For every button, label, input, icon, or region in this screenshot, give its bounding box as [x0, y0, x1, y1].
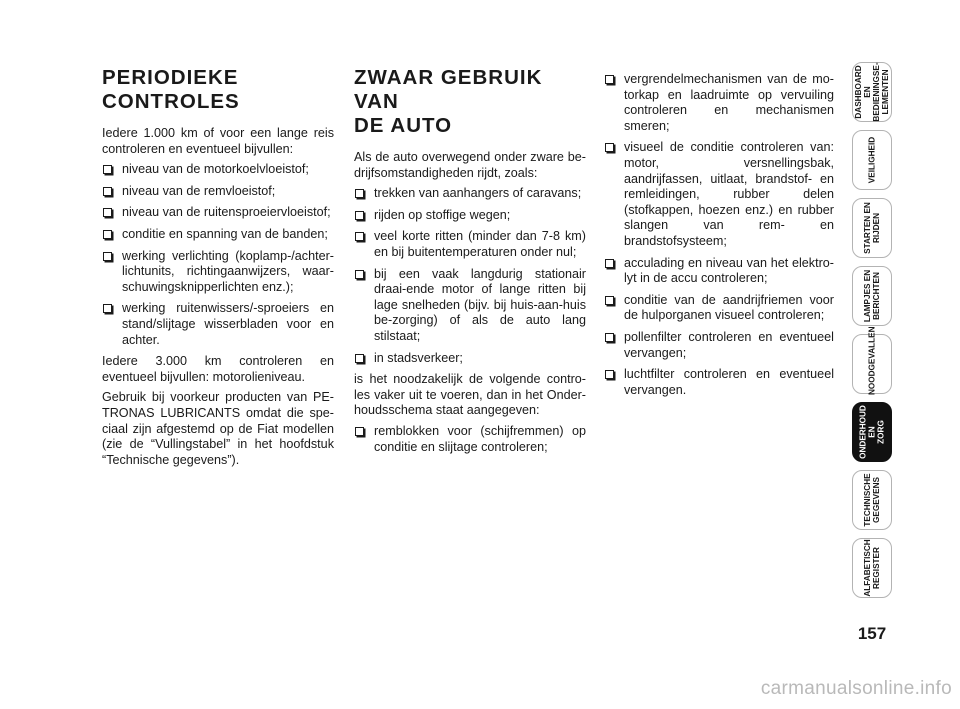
list-item: remblokken voor (schijfremmen) op conditie en slijtage controleren; — [354, 424, 586, 455]
list-item: visueel de conditie controleren van: motor, versnellingsbak, aandrijfassen, uitlaat, brandstof- en remleidingen, rubber delen (stofkappen, hoezen enz.) en rubber slangen van rem- en brandstofsysteem; — [604, 140, 834, 249]
list-item: pollenfilter controleren en eventueel vervangen; — [604, 330, 834, 361]
section-heading-zwaar-gebruik: ZWAAR GEBRUIK VAN DE AUTO — [354, 66, 543, 137]
tab-veiligheid[interactable]: VEILIGHEID — [852, 130, 892, 190]
list-item: trekken van aanhangers of caravans; — [354, 186, 586, 202]
list-item: luchtfilter controleren en eventueel vervangen. — [604, 367, 834, 398]
list-item: veel korte ritten (minder dan 7-8 km) en bij buitentemperaturen onder nul; — [354, 229, 586, 260]
list-item: acculading en niveau van het elektro-lyt in de accu controleren; — [604, 256, 834, 287]
tab-starten-en-rijden[interactable]: STARTEN EN RIJDEN — [852, 198, 892, 258]
checkbox-bullet-icon — [605, 75, 614, 84]
checkbox-bullet-icon — [605, 143, 614, 152]
list-item: vergrendelmechanismen van de mo-torkap en laadruimte op vervuiling controleren en mechanismen smeren; — [604, 72, 834, 134]
paragraph-3000km: Iedere 3.000 km controleren en eventueel bijvullen: motorolieniveau. — [102, 354, 334, 384]
list-item: rijden op stoffige wegen; — [354, 208, 586, 224]
checkbox-bullet-icon — [103, 208, 112, 217]
checkbox-bullet-icon — [103, 187, 112, 196]
list-item: werking verlichting (koplamp-/achter-lichtunits, richtingaanwijzers, waar-schuwingsknipperlichten enz.); — [102, 249, 334, 296]
tab-lampjes-en-berichten[interactable]: LAMPJES EN BERICHTEN — [852, 266, 892, 326]
list-item: conditie van de aandrijfriemen voor de hulporganen visueel controleren; — [604, 293, 834, 324]
checkbox-bullet-icon — [103, 230, 112, 239]
section-heading-periodieke-controles: PERIODIEKE CONTROLES — [102, 66, 240, 113]
tab-alfabetisch-register[interactable]: ALFABETISCH REGISTER — [852, 538, 892, 598]
tab-noodgevallen[interactable]: NOODGEVALLEN — [852, 334, 892, 394]
check-list-3 — [604, 72, 834, 398]
intro-paragraph: Als de auto overwegend onder zware be-drijfsomstandigheden rijdt, zoals: — [354, 150, 586, 180]
list-item: conditie en spanning van de banden; — [102, 227, 334, 243]
tab-onderhoud-en-zorg[interactable]: ONDERHOUD EN ZORG — [852, 402, 892, 462]
watermark-text: carmanualsonline.info — [760, 678, 952, 699]
list-item: niveau van de ruitensproeiervloeistof; — [102, 205, 334, 221]
column-zwaar-gebruik — [354, 66, 586, 461]
paragraph-controles: is het noodzakelijk de volgende contro-les vaker uit te voeren, dan in het Onder-houdsschema staat aangegeven: — [354, 372, 586, 418]
list-item: in stadsverkeer; — [354, 351, 586, 367]
checkbox-bullet-icon — [103, 304, 112, 313]
condition-list — [354, 186, 586, 366]
checkbox-bullet-icon — [103, 165, 112, 174]
tab-technische-gegevens[interactable]: TECHNISCHE GEGEVENS — [852, 470, 892, 530]
checkbox-bullet-icon — [605, 259, 614, 268]
column-continued-checks — [604, 72, 834, 404]
check-list — [102, 162, 334, 348]
list-item: niveau van de motorkoelvloeistof; — [102, 162, 334, 178]
paragraph-petronas: Gebruik bij voorkeur producten van PE-TRONAS LUBRICANTS omdat die spe-ciaal zijn afgestemd op de Fiat modellen (zie de “Vullingstabel” in het hoofdstuk “Technische gegevens”). — [102, 390, 334, 467]
list-item: werking ruitenwissers/-sproeiers en stand/slijtage wisserbladen voor en achter. — [102, 301, 334, 348]
column-periodieke-controles — [102, 66, 334, 473]
checkbox-bullet-icon — [355, 270, 364, 279]
checkbox-bullet-icon — [355, 354, 364, 363]
list-item: bij een vaak langdurig stationair draai-ende motor of lange ritten bij lage snelheden (bijv. bij huis-aan-huis be-zorging) of als de auto lang stilstaat; — [354, 267, 586, 345]
check-list-2 — [354, 424, 586, 455]
checkbox-bullet-icon — [355, 427, 364, 436]
list-item: niveau van de remvloeistof; — [102, 184, 334, 200]
page-number: 157 — [857, 624, 887, 643]
checkbox-bullet-icon — [355, 189, 364, 198]
checkbox-bullet-icon — [605, 296, 614, 305]
intro-paragraph: Iedere 1.000 km of voor een lange reis controleren en eventueel bijvullen: — [102, 126, 334, 156]
checkbox-bullet-icon — [355, 211, 364, 220]
checkbox-bullet-icon — [103, 252, 112, 261]
checkbox-bullet-icon — [355, 232, 364, 241]
tab-dashboard-en-bedieningselementen[interactable]: DASHBOARD EN BEDIENINGSE- LEMENTEN — [854, 62, 890, 122]
checkbox-bullet-icon — [605, 333, 614, 342]
checkbox-bullet-icon — [605, 370, 614, 379]
